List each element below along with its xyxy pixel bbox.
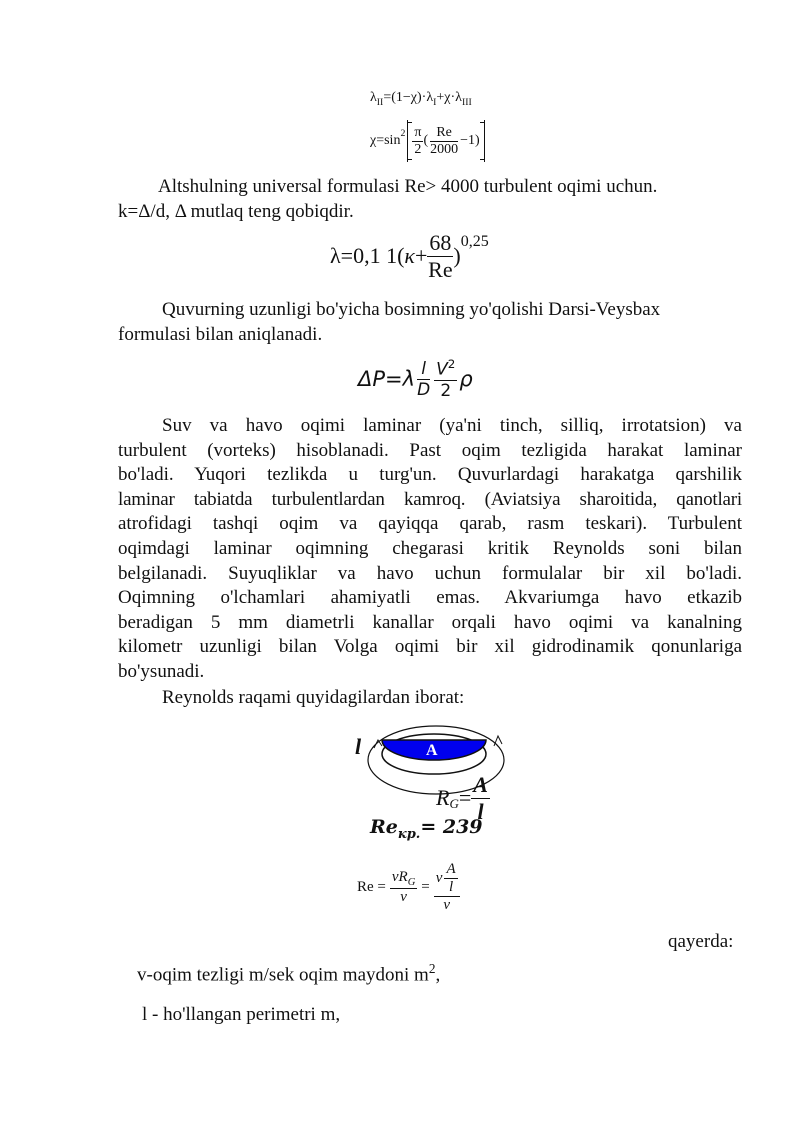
laminar-line: oqimdagi laminar oqimning chegarasi kritik Reynolds soni bilan (118, 537, 742, 559)
darcy-line-2: formulasi bilan aniqlanadi. (118, 323, 323, 345)
perimeter-definition: l - ho'llangan perimetri m, (142, 1004, 341, 1025)
formula-altshul: λ=0,1 1( κ + $\frac{68}{Re}$ ) $^{0,25}$ (330, 229, 489, 282)
where-label: qayerda: (668, 931, 734, 952)
laminar-line: turbulent (vorteks) hisoblanadi. Past oqim tezligida harakat laminar (118, 439, 742, 461)
formula-rg: R $_G$ = $\frac{A}{l}$ (436, 771, 488, 824)
laminar-line: laminar tabiatda turbulentlardan kamroq. (Aviatsiya sharoitida, qanotlari (118, 488, 742, 510)
laminar-line: Oqimning o'lchamlari ahamiyatli emas. Akvariumga havo etkazib (118, 587, 742, 609)
altshul-line-1: Altshulning universal formulasi Re> 4000 turbulent oqimi uchun. (158, 176, 658, 197)
altshul-paragraph (118, 175, 748, 224)
laminar-last-line: bo'ysunadi. (118, 660, 205, 682)
laminar-paragraph (118, 414, 742, 685)
area-label: A (426, 742, 438, 759)
darcy-paragraph (118, 298, 748, 347)
laminar-line: bo'ladi. Yuqori tezlikda u turg'un. Quvurlardagi harakatga qarshilik (118, 464, 742, 486)
arrow-right-icon (494, 736, 502, 746)
laminar-line: kilometr uzunligi bilan Volga oqimi bir xil gidrodinamik qonunlariga (118, 636, 742, 658)
laminar-line: belgilanadi. Suyuqliklar va havo uchun formulalar bir xil bo'ladi. (118, 562, 742, 584)
formula-darcy: ΔP=λ $\frac{l}{D}$ $\frac{V^2}{2}$ ρ (358, 357, 473, 401)
darcy-line-1: Quvurning uzunligi bo'yicha bosimning yo'qolishi Darsi-Veysbax (162, 299, 661, 320)
formula-lambda-ii: $\lambda_{II}=(1-\chi)\cdot\lambda_I+\chi\cdot\lambda_{III}$ (370, 90, 472, 108)
formula-re: Re = $\frac{vR_G}{\nu}$ = v $\frac{A}{l}$ ν (357, 852, 464, 922)
altshul-line-2: k=Δ/d, Δ mutlaq teng qobiqdir. (118, 200, 354, 222)
laminar-line: beradigan 5 mm diametrli kanallar orqali havo oqimi va kanalning (118, 611, 742, 633)
formula-chi: χ=sin $^2$ $\frac{\pi}{2}$ ( $\frac{Re}{2000}$ −1) (370, 120, 485, 162)
perimeter-label: l (355, 734, 362, 759)
velocity-definition: v-oqim tezligi m/sek oqim maydoni $m^2$, (137, 961, 441, 986)
laminar-line: atrofidagi tashqi oqim va qayiqqa qarab, rasm teskari). Turbulent (118, 513, 742, 535)
reynolds-intro: Reynolds raqami quyidagilardan iborat: (162, 687, 465, 708)
formula-recr: $Re_{кр.}= 239$ (370, 816, 483, 842)
laminar-line: Suv va havo oqimi laminar (ya'ni tinch, silliq, irrotatsion) va (162, 415, 742, 436)
